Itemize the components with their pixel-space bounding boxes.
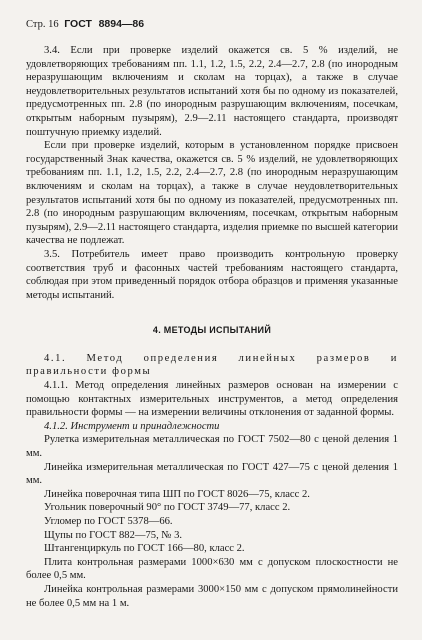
list-item: Плита контрольная размерами 1000×630 мм с допуском плоскостности не более 0,5 мм. — [26, 556, 398, 582]
list-item: Линейка контрольная размерами 3000×150 мм с допуском прямолинейности не более 0,5 мм на 1 м. — [26, 583, 398, 609]
list-item: Штангенциркуль по ГОСТ 166—80, класс 2. — [44, 543, 245, 555]
list-item: Угломер по ГОСТ 5378—66. — [44, 516, 173, 527]
standard-number: 8894—86 — [98, 18, 145, 30]
page-number: Стр. 16 — [26, 19, 59, 30]
paragraph-3-4: 3.4. Если при проверке изделий окажется св. 5 % изделий, не удовлетворяющих требованиям пп. 1.1, 1.2, 1.5, 2.2, 2.4—2.7, 2.8 (по инородным неразрушающим включениям и сколам на торцах), а также в случае неудовлетворительных результатов испытаний хотя бы по одному из показателей, предусмотренных пп. 2.8 (по инородным разрушающим включениям, посечкам, открытым наборным пузырям), 2.9—2.11 настоящего стандарта, производят поштучную приемку изделий. — [26, 45, 398, 138]
subsection-4-1: 4.1. Метод определения линейных размеров и правильности формы — [26, 352, 398, 378]
section-title: 4. МЕТОДЫ ИСПЫТАНИЙ — [152, 325, 272, 336]
list-item: Угольник поверочный 90° по ГОСТ 3749—77, класс 2. — [44, 502, 291, 514]
paragraph-4-1-1: 4.1.1. Метод определения линейных размеров основан на измерении с помощью контактных измерительных инструментов, а метод определения правильности формы — на измерении величины отклонения от заданной формы. — [26, 380, 398, 419]
list-item: Линейка поверочная типа ШП по ГОСТ 8026—75, класс 2. — [44, 488, 310, 500]
paragraph-quality-mark: Если при проверке изделий, которым в установленном порядке присвоен государственный Знак качества, окажется св. 5 % изделий, не удовлетворяющих требованиям пп. 1.1, 1.2, 1.5, 2.2, 2.4—2.7, 2.8 (по инородным неразрушающим включениям и сколам на торцах), а также в случае неудовлетворительных результатов испытаний хотя бы по одному из показателей, предусмотренных пп. 2.8 (по инородным разрушающим включениям, посечкам, открытым наборным пузырям), 2.9—2.11 настоящего стандарта, изделия приемке по высшей категории качества не подлежат. — [26, 140, 398, 247]
subsection-4-1-2-text: 4.1.2. Инструмент и принадлежности — [44, 420, 220, 432]
list-item: Линейка измерительная металлическая по ГОСТ 427—75 с ценой деления 1 мм. — [26, 461, 398, 487]
list-item: Рулетка измерительная металлическая по ГОСТ 7502—80 с ценой деления 1 мм. — [26, 434, 398, 460]
standard-label: ГОСТ — [64, 18, 92, 30]
page-header — [26, 18, 144, 30]
document-body — [26, 44, 398, 610]
list-item: Щупы по ГОСТ 882—75, № 3. — [44, 529, 183, 541]
paragraph-3-5: 3.5. Потребитель имеет право производить контрольную проверку соответствия труб и фасонных частей требованиям настоящего стандарта, соблюдая при этом приведенный порядок отбора образцов и применяя указанные методы испытаний. — [26, 248, 398, 301]
subsection-4-1-2 — [26, 420, 398, 434]
